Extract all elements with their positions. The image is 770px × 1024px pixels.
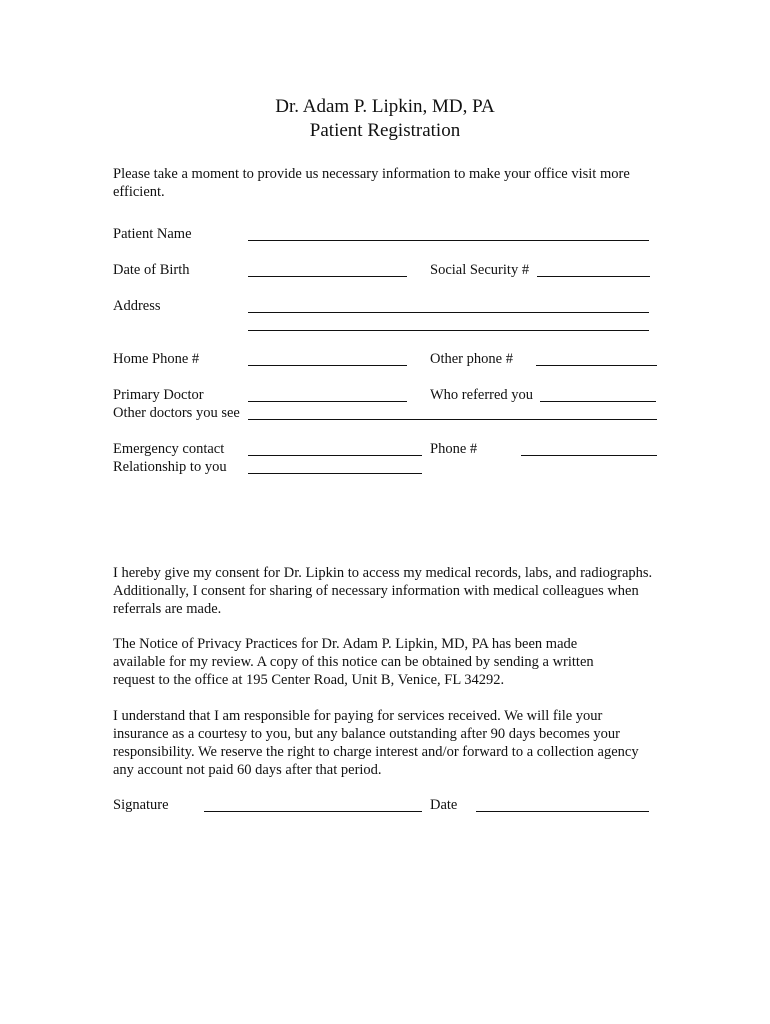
patient-name-field[interactable]	[248, 240, 649, 241]
privacy-notice-paragraph: The Notice of Privacy Practices for Dr. Adam P. Lipkin, MD, PA has been made available for my review. A copy of this notice can be obtained by sending a written request to the office at 195 Center Road, Unit B, Venice, FL 34292.	[113, 636, 594, 688]
emergency-phone-label: Phone #	[430, 441, 478, 457]
other-phone-label: Other phone #	[430, 351, 513, 367]
financial-responsibility-paragraph: I understand that I am responsible for paying for services received. We will file your insurance as a courtesy to you, but any balance outstanding after 90 days becomes your responsibility. We reserve the right to charge interest and/or forward to a collection agency any account not paid 60 days after that period.	[113, 708, 639, 778]
date-label: Date	[430, 797, 458, 813]
primary-doctor-label: Primary Doctor	[113, 387, 204, 403]
emergency-phone-field[interactable]	[521, 455, 657, 456]
relationship-field[interactable]	[248, 473, 422, 474]
patient-name-label: Patient Name	[113, 226, 192, 242]
address-label: Address	[113, 298, 161, 314]
primary-doctor-field[interactable]	[248, 401, 407, 402]
signature-field[interactable]	[204, 811, 422, 812]
date-of-birth-field[interactable]	[248, 276, 407, 277]
home-phone-field[interactable]	[248, 365, 407, 366]
who-referred-field[interactable]	[540, 401, 656, 402]
other-phone-field[interactable]	[536, 365, 657, 366]
date-of-birth-label: Date of Birth	[113, 262, 190, 278]
address-field-line-1[interactable]	[248, 312, 649, 313]
emergency-contact-label: Emergency contact	[113, 441, 225, 457]
home-phone-label: Home Phone #	[113, 351, 200, 367]
records-consent-paragraph: I hereby give my consent for Dr. Lipkin to access my medical records, labs, and radiographs. Additionally, I consent for sharing of necessary information with medical colleagues when referrals are made.	[113, 565, 653, 617]
emergency-contact-field[interactable]	[248, 455, 422, 456]
date-field[interactable]	[476, 811, 649, 812]
doctor-name-heading: Dr. Adam P. Lipkin, MD, PA	[275, 96, 495, 117]
address-field-line-2[interactable]	[248, 330, 649, 331]
form-title: Patient Registration	[309, 120, 461, 141]
intro-text: Please take a moment to provide us necessary information to make your office visit more efficient.	[113, 166, 630, 200]
other-doctors-label: Other doctors you see	[113, 405, 240, 421]
who-referred-label: Who referred you	[430, 387, 534, 403]
relationship-label: Relationship to you	[113, 459, 227, 475]
social-security-label: Social Security #	[430, 262, 530, 278]
social-security-field[interactable]	[537, 276, 650, 277]
signature-label: Signature	[113, 797, 169, 813]
other-doctors-field[interactable]	[248, 419, 657, 420]
